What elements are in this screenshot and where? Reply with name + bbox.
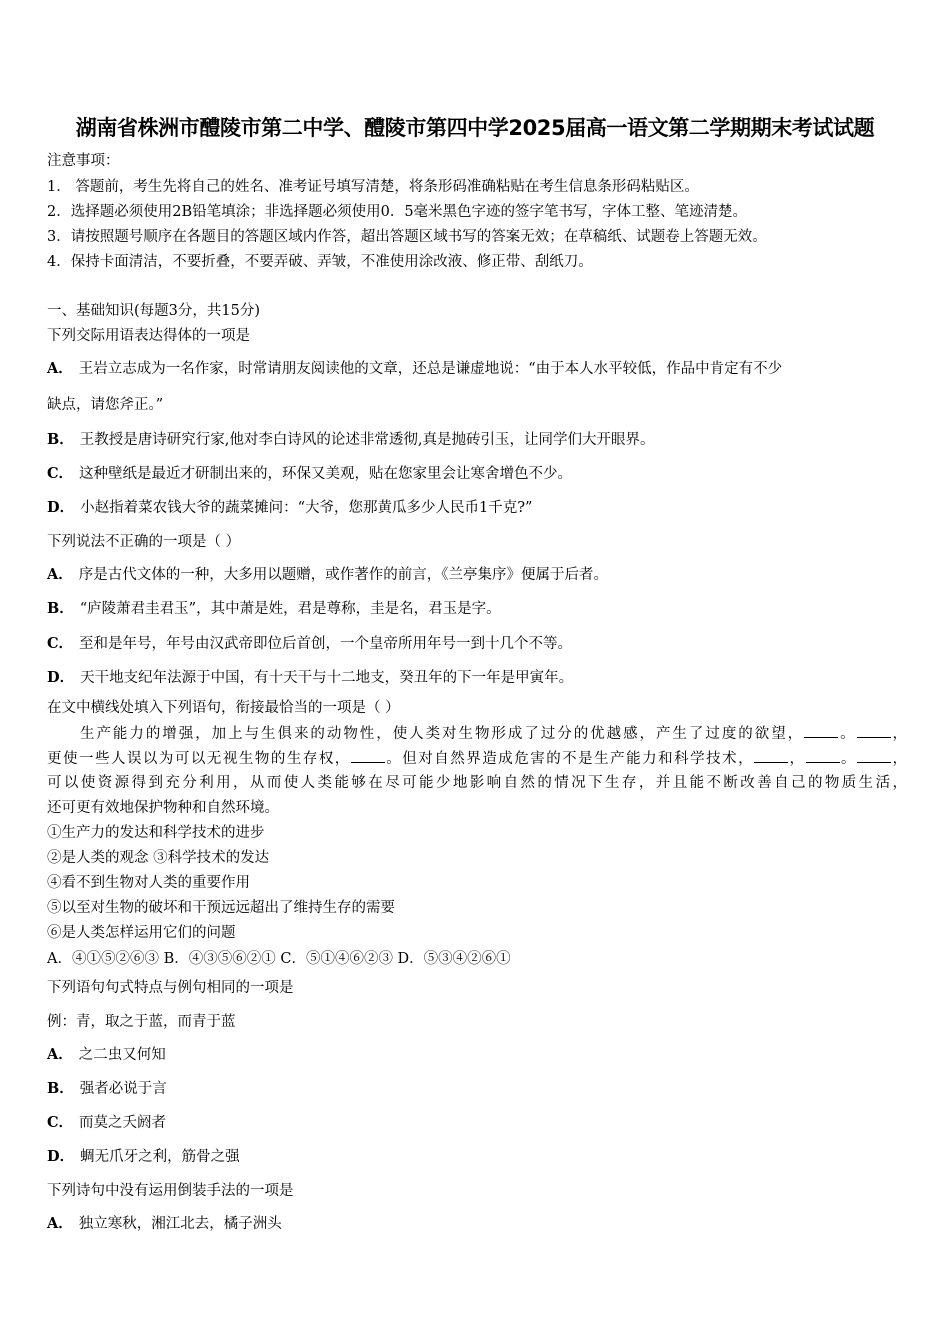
question-1-option-a xyxy=(47,359,782,379)
question-5-option-a xyxy=(47,1214,282,1234)
question-4-example: 例：青，取之于蓝，而青于蓝 xyxy=(47,1014,236,1030)
exam-title: 湖南省株洲市醴陵市第二中学、醴陵市第四中学2025届高一语文第二学期期末考试试题 xyxy=(75,116,875,140)
passage-line-4: 还可更有效地保护物种和自然环境。 xyxy=(47,800,279,816)
option-text: 序是古代文体的一种，大多用以题赠，或作著作的前言，《兰亭集序》便属于后者。 xyxy=(78,567,609,583)
option-text: 至和是年号，年号由汉武帝即位后首创，一个皇帝所用年号一到十几个不等。 xyxy=(79,636,573,652)
option-label: C． xyxy=(47,465,74,482)
option-label: D． xyxy=(47,1148,75,1165)
option-text: 之二虫又何知 xyxy=(78,1047,166,1063)
option-text: 强者必说于言 xyxy=(79,1081,167,1097)
question-3-stem: 在文中横线处填入下列语句，衔接最恰当的一项是（ ） xyxy=(47,700,400,716)
option-text: 而莫之夭阏者 xyxy=(79,1115,167,1131)
option-text: 王岩立志成为一名作家，时常请朋友阅读他的文章，还总是谦虚地说：“由于本人水平较低，作品中肯定有不少 xyxy=(78,361,783,377)
question-1-option-d xyxy=(47,498,532,518)
option-text: 这种壁纸是最近才研制出来的，环保又美观，贴在您家里会让寒舍增色不少。 xyxy=(79,466,573,482)
question-1-option-a-cont: 缺点，请您斧正。” xyxy=(47,397,164,413)
option-label: B． xyxy=(47,600,74,617)
question-2-stem: 下列说法不正确的一项是（ ） xyxy=(47,534,241,550)
option-label: A． xyxy=(47,566,73,583)
option-label: D． xyxy=(47,499,75,516)
question-4-option-c xyxy=(47,1113,166,1133)
passage-line-3: 可以使资源得到充分利用，从而使人类能够在尽可能少地影响自然的情况下生存，并且能不断改善自己的物质生活， xyxy=(47,775,907,791)
answer-blank xyxy=(806,748,840,763)
section-heading: 一、基础知识(每题3分，共15分) xyxy=(47,303,260,319)
answer-blank xyxy=(754,748,788,763)
option-label: C． xyxy=(47,1114,74,1131)
option-text: 天干地支纪年法源于中国，有十天干与十二地支，癸丑年的下一年是甲寅年。 xyxy=(80,670,574,686)
notice-heading: 注意事项： xyxy=(47,153,120,169)
option-text: 小赵指着菜农钱大爷的蔬菜摊问：“大爷，您那黄瓜多少人民币1千克?” xyxy=(80,500,533,516)
statement-1: ①生产力的发达和科学技术的进步 xyxy=(47,825,265,841)
option-label: A． xyxy=(47,1046,73,1063)
statement-5: ⑤以至对生物的破坏和干预远远超出了维持生存的需要 xyxy=(47,900,395,916)
option-text: 王教授是唐诗研究行家,他对李白诗风的论述非常透彻,真是抛砖引玉，让同学们大开眼界。 xyxy=(79,432,655,448)
notice-item-1: 1． 答题前，考生先将自己的姓名、准考证号填写清楚，将条形码准确粘贴在考生信息条形码粘贴区。 xyxy=(47,179,699,195)
option-text: “庐陵萧君圭君玉”，其中萧是姓，君是尊称，圭是名，君玉是字。 xyxy=(79,601,501,617)
option-label: A． xyxy=(47,1215,73,1232)
notice-item-3: 3．请按照题号顺序在各题目的答题区域内作答，超出答题区域书写的答案无效；在草稿纸、试题卷上答题无效。 xyxy=(47,229,767,245)
question-2-option-c xyxy=(47,634,572,654)
question-3-choices: A．④①⑤②⑥③ B．④③⑤⑥②① C．⑤①④⑥②③ D．⑤③④②⑥① xyxy=(47,951,511,967)
option-label: A． xyxy=(47,360,73,377)
option-text: 蜩无爪牙之利，筋骨之强 xyxy=(80,1149,240,1165)
question-4-stem: 下列语句句式特点与例句相同的一项是 xyxy=(47,980,294,996)
question-5-stem: 下列诗句中没有运用倒装手法的一项是 xyxy=(47,1183,294,1199)
statement-4: ④看不到生物对人类的重要作用 xyxy=(47,875,250,891)
notice-item-4: 4．保持卡面清洁，不要折叠，不要弄破、弄皱，不准使用涂改液、修正带、刮纸刀。 xyxy=(47,254,593,270)
question-2-option-a xyxy=(47,565,608,585)
option-label: D． xyxy=(47,669,75,686)
answer-blank xyxy=(857,748,891,763)
question-4-option-b xyxy=(47,1079,167,1099)
option-label: B． xyxy=(47,431,74,448)
question-4-option-a xyxy=(47,1045,166,1065)
question-1-option-c xyxy=(47,464,572,484)
answer-blank xyxy=(804,723,838,738)
option-label: B． xyxy=(47,1080,74,1097)
question-1-option-b xyxy=(47,430,654,450)
statement-6: ⑥是人类怎样运用它们的问题 xyxy=(47,925,236,941)
notice-item-2: 2．选择题必须使用2B铅笔填涂；非选择题必须使用0．5毫米黑色字迹的签字笔书写，字体工整、笔迹清楚。 xyxy=(47,204,748,220)
option-label: C． xyxy=(47,635,74,652)
question-2-option-d xyxy=(47,668,573,688)
answer-blank xyxy=(857,723,891,738)
question-2-option-b xyxy=(47,599,501,619)
passage-line-2: 更使一些人误以为可以无视生物的生存权， 。但对自然界造成危害的不是生产能力和科学技术， ， 。 ， xyxy=(47,748,907,769)
passage-line-1: 生产能力的增强，加上与生俱来的动物性，使人类对生物形成了过分的优越感，产生了过度的欲望， 。 ， xyxy=(80,723,907,744)
question-4-option-d xyxy=(47,1147,240,1167)
option-text: 独立寒秋，湘江北去，橘子洲头 xyxy=(78,1216,282,1232)
statement-2-3: ②是人类的观念 ③科学技术的发达 xyxy=(47,850,270,866)
answer-blank xyxy=(351,748,385,763)
question-1-stem: 下列交际用语表达得体的一项是 xyxy=(47,328,250,344)
